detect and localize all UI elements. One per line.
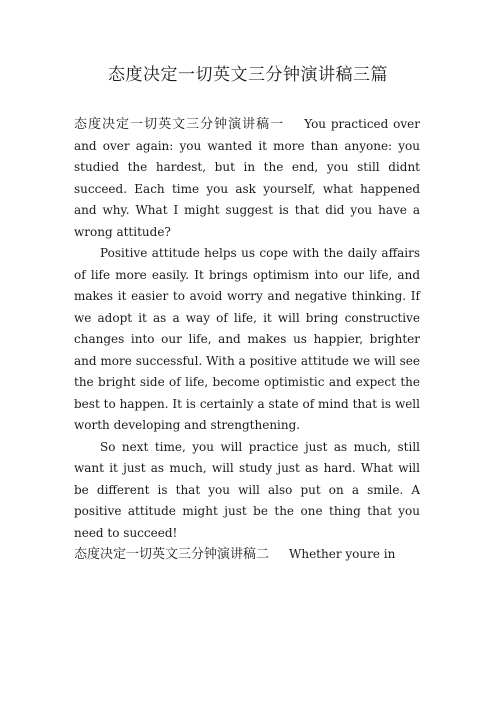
- section-2-first-paragraph: [74, 544, 420, 566]
- section-1-paragraph-3: So next time, you will practice just as much, still want it just as much, will study just as hard. What will be different is that you will also put on a smile. A positive attitude might just be the one thing that you need to succeed!: [74, 439, 420, 540]
- section-2-intro-text: Whether youre in: [289, 547, 396, 561]
- section-2-heading: 态度决定一切英文三分钟演讲稿二: [74, 547, 270, 562]
- section-1-heading: 态度决定一切英文三分钟演讲稿一: [74, 117, 285, 132]
- section-1-paragraph-2: Positive attitude helps us cope with the daily affairs of life more easily. It brings optimism into our life, and makes it easier to avoid worry and negative thinking. If we adopt it as a way of life, it will bring constructive changes into our life, and makes us happier, brighter and more successful. With a positive attitude we will see the bright side of life, become optimistic and expect the best to happen. It is certainly a state of mind that is well worth developing and strengthening.: [74, 246, 420, 432]
- section-1-first-paragraph: [74, 114, 420, 243]
- section-1-intro-text: You practiced over and over again: you wanted it more than anyone: you studied the hardest, but in the end, you still didnt succeed. Each time you ask yourself, what happened and why. What I might suggest is that did you have a wrong attitude?: [74, 117, 420, 239]
- document-body: [74, 114, 420, 566]
- document-title: 态度决定一切英文三分钟演讲稿三篇: [108, 65, 388, 85]
